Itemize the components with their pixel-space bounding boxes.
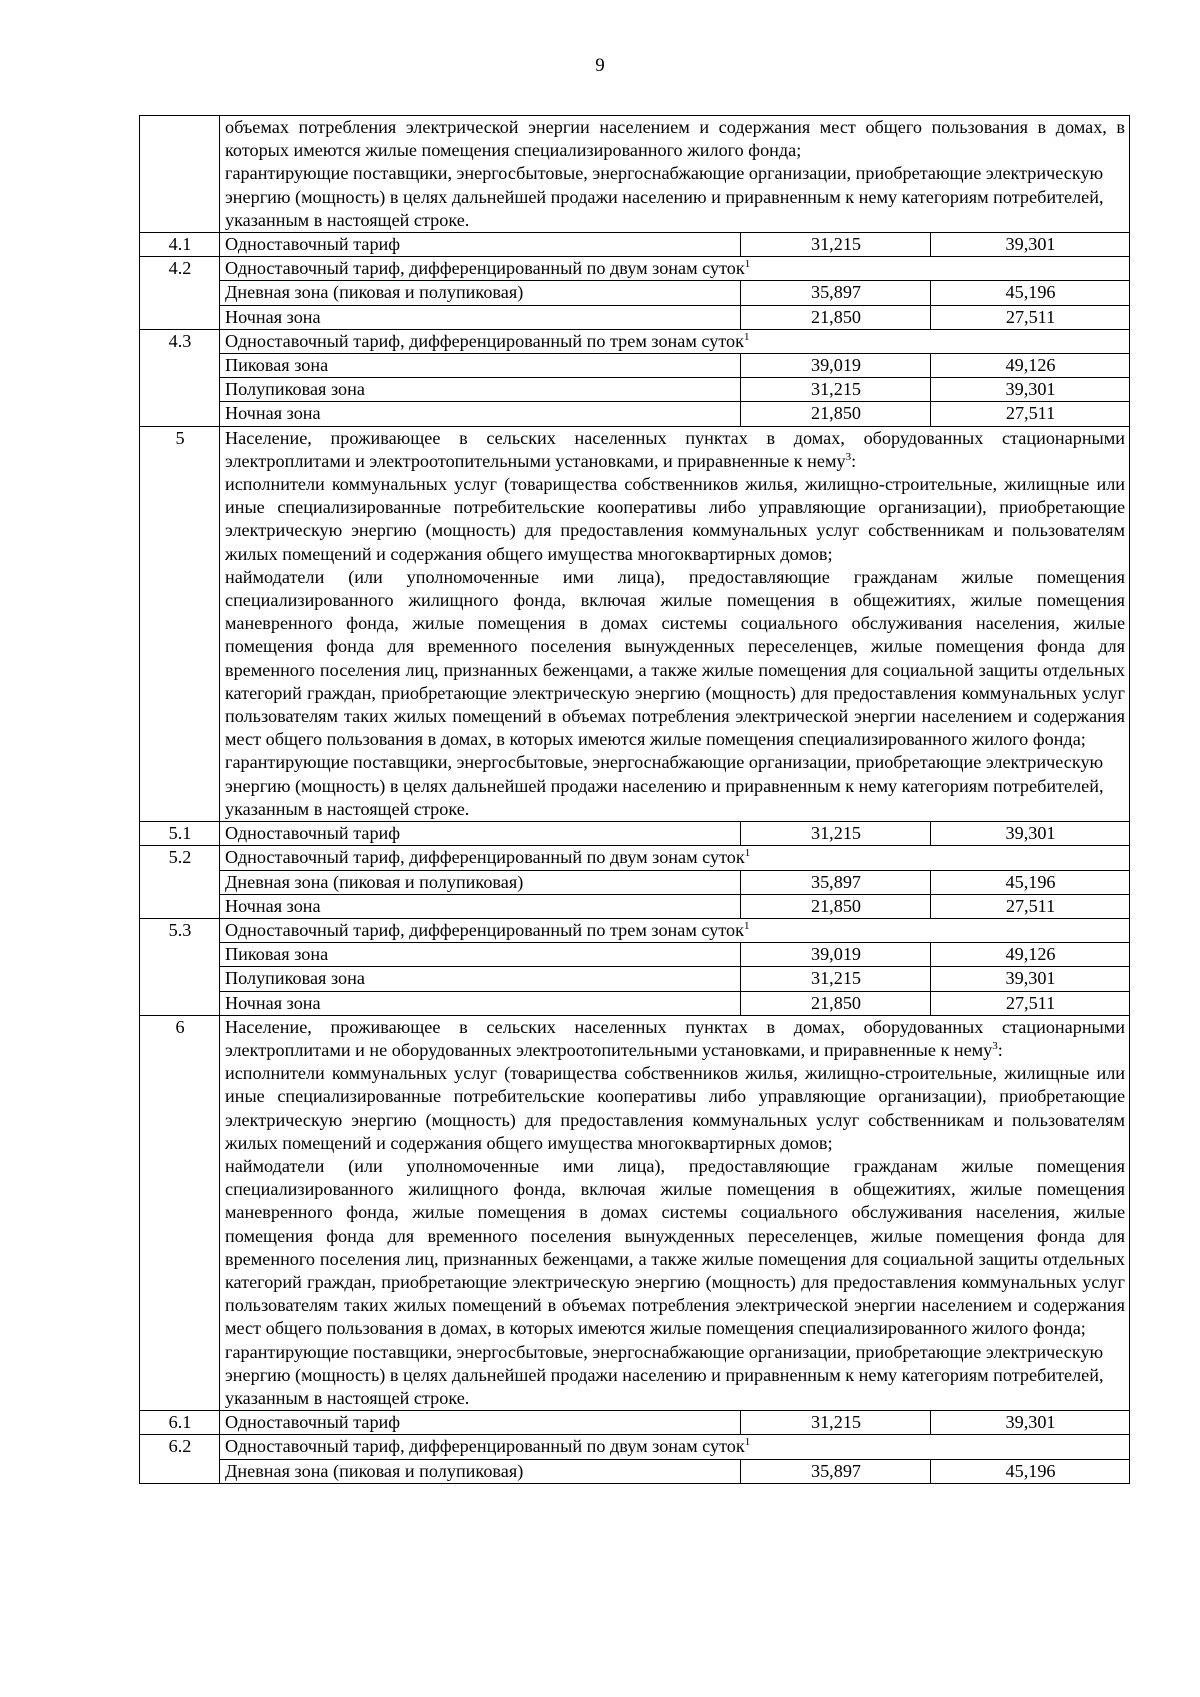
footnote-marker: 1 [744, 847, 751, 860]
zone-label: Полупиковая зона [220, 967, 741, 991]
tariff-number: 6.2 [140, 1435, 220, 1483]
zone-value-2: 49,126 [931, 354, 1130, 378]
zone-row [140, 305, 1130, 329]
paragraph-text: Население, проживающее в сельских населенных пунктах в домах, оборудованных стационарными электроплитами и электроотопительными установками, и приравненные к нему [225, 427, 1126, 471]
tariff-label-text: Одноставочный тариф, дифференцированный по двум зонам суток [225, 1436, 745, 1457]
category-number: 6 [140, 1015, 220, 1410]
zone-row [140, 1459, 1130, 1483]
category-row-4 [140, 116, 1130, 233]
zone-value-2: 45,196 [931, 1459, 1130, 1483]
tariff-label [220, 918, 1130, 942]
zone-value-2: 27,511 [931, 991, 1130, 1015]
tariff-row-5.2 [140, 846, 1130, 870]
zone-value-1: 39,019 [741, 354, 931, 378]
description-paragraph [225, 116, 1125, 162]
zone-value-2: 45,196 [931, 870, 1130, 894]
zone-row [140, 870, 1130, 894]
zone-row [140, 991, 1130, 1015]
tariff-number: 6.1 [140, 1411, 220, 1435]
zone-value-1: 21,850 [741, 402, 931, 426]
page-number: 9 [595, 55, 605, 76]
paragraph-text: исполнители коммунальных услуг (товарищества собственников жилья, жилищно-строительные, жилищные или иные специализированные потребительские кооперативы либо управляющие организации), приобретающие электрическую энергию (мощность) для предоставления коммунальных услуг собственникам и пользователям жилых помещений и содержания общего имущества многоквартирных домов; [225, 474, 1126, 564]
paragraph-text: наймодатели (или уполномоченные ими лица), предоставляющие гражданам жилые помещения специализированного жилищного фонда, включая жилые помещения в общежитиях, жилые помещения маневренного фонда, жилые помещения в домах системы социального обслуживания населения, жилые помещения фонда для временного поселения вынужденных переселенцев, жилые помещения фонда для временного поселения лиц, признанных беженцами, а также жилые помещения для социальной защиты отдельных категорий граждан, приобретающие электрическую энергию (мощность) для предоставления коммунальных услуг пользователям таких жилых помещений в объемах потребления электрической энергии населением и содержания мест общего пользования в домах, в которых имеются жилые помещения специализированного жилого фонда; [225, 1155, 1126, 1339]
zone-value-2: 27,511 [931, 894, 1130, 918]
tariff-row-4.3 [140, 329, 1130, 353]
footnote-marker: 1 [743, 919, 750, 932]
footnote-marker: 1 [743, 330, 750, 343]
zone-label: Ночная зона [220, 894, 741, 918]
description-paragraph [225, 751, 1125, 821]
zone-row [140, 354, 1130, 378]
footnote-marker: 3 [845, 450, 852, 463]
footnote-marker: 1 [744, 258, 751, 271]
zone-label: Дневная зона (пиковая и полупиковая) [220, 281, 741, 305]
zone-row [140, 402, 1130, 426]
footnote-marker: 3 [992, 1039, 998, 1052]
description-paragraph: Население, проживающее в сельских населенных пунктах в домах, оборудованных стационарными электроплитами и не оборудованных электроотопительными установками, и приравненные к нему$^3$: [225, 1016, 1126, 1060]
tariff-row-6.2 [140, 1435, 1130, 1459]
description-paragraph [225, 1341, 1125, 1411]
zone-value-2: 49,126 [931, 943, 1130, 967]
paragraph-text: исполнители коммунальных услуг (товарищества собственников жилья, жилищно-строительные, жилищные или иные специализированные потребительские кооперативы либо управляющие организации), приобретающие электрическую энергию (мощность) для предоставления коммунальных услуг собственникам и пользователям жилых помещений и содержания общего имущества многоквартирных домов; [225, 1063, 1126, 1153]
zone-row [140, 378, 1130, 402]
category-row-6 [140, 1015, 1130, 1410]
zone-row [140, 281, 1130, 305]
tariff-label [220, 329, 1130, 353]
paragraph-text: гарантирующие поставщики, энергосбытовые, энергоснабжающие организации, приобретающие электрическую энергию (мощность) в целях дальнейшей продажи населению и приравненным к нему категориям потребителей, указанным в настоящей строке. [225, 163, 1104, 230]
zone-value-2: 45,196 [931, 281, 1130, 305]
category-description [220, 116, 1130, 233]
description-paragraph [225, 566, 1125, 752]
zone-label: Пиковая зона [220, 354, 741, 378]
tariff-number: 5.1 [140, 822, 220, 846]
description-paragraph [225, 473, 1125, 566]
paragraph-text: гарантирующие поставщики, энергосбытовые, энергоснабжающие организации, приобретающие электрическую энергию (мощность) в целях дальнейшей продажи населению и приравненным к нему категориям потребителей, указанным в настоящей строке. [225, 1341, 1104, 1408]
tariff-label [220, 1435, 1130, 1459]
zone-value-1: 31,215 [741, 967, 931, 991]
tariff-row-5.3 [140, 918, 1130, 942]
category-description [220, 1015, 1130, 1410]
tariff-label-text: Одноставочный тариф, дифференцированный по трем зонам суток [225, 330, 744, 351]
zone-label: Пиковая зона [220, 943, 741, 967]
tariff-value-1: 31,215 [741, 822, 931, 846]
zone-value-1: 35,897 [741, 281, 931, 305]
zone-value-1: 35,897 [741, 870, 931, 894]
tariff-label [220, 257, 1130, 281]
tariff-value-1: 31,215 [741, 233, 931, 257]
paragraph-text: гарантирующие поставщики, энергосбытовые, энергоснабжающие организации, приобретающие электрическую энергию (мощность) в целях дальнейшей продажи населению и приравненным к нему категориям потребителей, указанным в настоящей строке. [225, 752, 1104, 819]
tariff-table [139, 115, 1130, 1484]
zone-row [140, 967, 1130, 991]
tariff-label-text: Одноставочный тариф, дифференцированный по трем зонам суток [225, 919, 744, 940]
zone-value-1: 21,850 [741, 305, 931, 329]
zone-label: Дневная зона (пиковая и полупиковая) [220, 870, 741, 894]
zone-label: Полупиковая зона [220, 378, 741, 402]
tariff-row-4.1 [140, 233, 1130, 257]
tariff-label: Одноставочный тариф [220, 822, 741, 846]
tariff-row-6.1 [140, 1411, 1130, 1435]
tariff-label: Одноставочный тариф [220, 233, 741, 257]
category-number [140, 116, 220, 233]
zone-value-2: 27,511 [931, 402, 1130, 426]
description-paragraph: Население, проживающее в сельских населенных пунктах в домах, оборудованных стационарными электроплитами и электроотопительными установками, и приравненные к нему$^3$: [225, 427, 1126, 471]
zone-value-1: 35,897 [741, 1459, 931, 1483]
tariff-number: 4.1 [140, 233, 220, 257]
zone-value-2: 39,301 [931, 967, 1130, 991]
category-row-5 [140, 426, 1130, 821]
tariff-value-1: 31,215 [741, 1411, 931, 1435]
footnote-marker: 1 [744, 1436, 751, 1449]
tariff-number: 5.3 [140, 918, 220, 1015]
tariff-row-5.1 [140, 822, 1130, 846]
zone-label: Ночная зона [220, 402, 741, 426]
tariff-number: 5.2 [140, 846, 220, 919]
zone-value-1: 39,019 [741, 943, 931, 967]
zone-row [140, 894, 1130, 918]
category-number: 5 [140, 426, 220, 821]
paragraph-text: объемах потребления электрической энергии населением и содержания мест общего пользования в домах, в которых имеются жилые помещения специализированного жилого фонда; [225, 117, 1126, 161]
zone-value-1: 21,850 [741, 991, 931, 1015]
description-paragraph [225, 162, 1125, 232]
tariff-label-text: Одноставочный тариф, дифференцированный по двум зонам суток [225, 847, 745, 868]
tariff-value-2: 39,301 [931, 233, 1130, 257]
category-description [220, 426, 1130, 821]
tariff-label-text: Одноставочный тариф, дифференцированный по двум зонам суток [225, 258, 745, 279]
tariff-row-4.2 [140, 257, 1130, 281]
zone-value-1: 21,850 [741, 894, 931, 918]
paragraph-text: наймодатели (или уполномоченные ими лица), предоставляющие гражданам жилые помещения специализированного жилищного фонда, включая жилые помещения в общежитиях, жилые помещения маневренного фонда, жилые помещения в домах системы социального обслуживания населения, жилые помещения фонда для временного поселения вынужденных переселенцев, жилые помещения фонда для временного поселения лиц, признанных беженцами, а также жилые помещения для социальной защиты отдельных категорий граждан, приобретающие электрическую энергию (мощность) для предоставления коммунальных услуг пользователям таких жилых помещений в объемах потребления электрической энергии населением и содержания мест общего пользования в домах, в которых имеются жилые помещения специализированного жилого фонда; [225, 566, 1126, 750]
zone-label: Дневная зона (пиковая и полупиковая) [220, 1459, 741, 1483]
zone-value-2: 39,301 [931, 378, 1130, 402]
tariff-number: 4.2 [140, 257, 220, 330]
zone-label: Ночная зона [220, 305, 741, 329]
tariff-label [220, 846, 1130, 870]
description-paragraph [225, 1062, 1125, 1155]
paragraph-text: Население, проживающее в сельских населенных пунктах в домах, оборудованных стационарными электроплитами и не оборудованных электроотопительными установками, и приравненные к нему [225, 1016, 1126, 1060]
tariff-number: 4.3 [140, 329, 220, 426]
description-paragraph [225, 1155, 1125, 1341]
tariff-value-2: 39,301 [931, 822, 1130, 846]
zone-row [140, 943, 1130, 967]
zone-value-1: 31,215 [741, 378, 931, 402]
zone-label: Ночная зона [220, 991, 741, 1015]
zone-value-2: 27,511 [931, 305, 1130, 329]
tariff-value-2: 39,301 [931, 1411, 1130, 1435]
tariff-label: Одноставочный тариф [220, 1411, 741, 1435]
